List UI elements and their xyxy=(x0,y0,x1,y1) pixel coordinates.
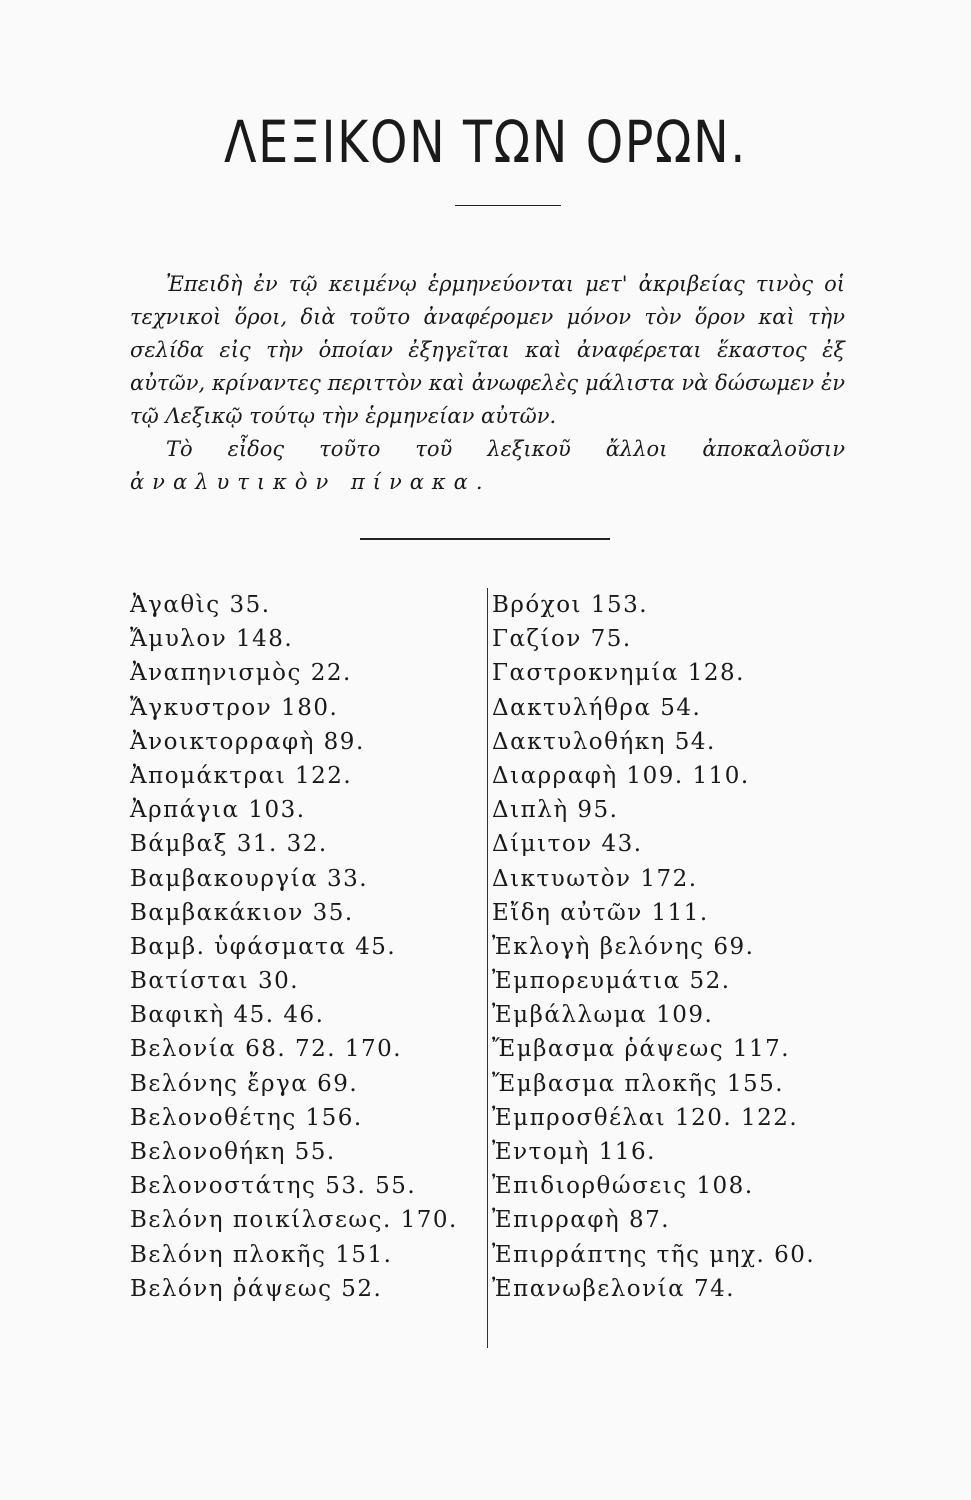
index-entry: Βελόνη πλοκῆς 151. xyxy=(130,1241,393,1268)
index-entry: Δικτυωτὸν 172. xyxy=(492,865,698,892)
intro-paragraph-1: Ἐπειδὴ ἐν τῷ κειμένῳ ἑρμηνεύονται μετ' ἀκριβείας τινὸς οἱ τεχνικοὶ ὅροι, διὰ τοῦτο ἀναφέρομεν μόνον τὸν ὅρον καὶ τὴν σελίδα εἰς τὴν ὁποίαν ἐξηγεῖται καὶ ἀναφέρεται ἕκαστος ἐξ αὐτῶν, κρίναντες περιττὸν καὶ ἀνωφελὲς μάλιστα νὰ δώσωμεν ἐν τῷ Λεξικῷ τούτῳ τὴν ἑρμηνείαν αὐτῶν. xyxy=(130,272,845,428)
index-entry: Ἐπιδιορθώσεις 108. xyxy=(492,1173,754,1200)
index-entry: Διαρραφὴ 109. 110. xyxy=(492,762,750,789)
index-entry: Ἐκλογὴ βελόνης 69. xyxy=(492,933,755,960)
index-entry: Ἄγκυστρον 180. xyxy=(130,694,339,721)
index-entry: Ἔμβασμα ῥάψεως 117. xyxy=(492,1036,791,1063)
index-entry: Ἐμπροσθέλαι 120. 122. xyxy=(492,1104,799,1131)
index-entry: Δακτυλοθήκη 54. xyxy=(492,728,716,755)
page-title: ΛΕΞΙΚΟΝ ΤΩΝ ΟΡΩΝ. xyxy=(223,108,748,176)
index-entry: Βαφικὴ 45. 46. xyxy=(130,1002,325,1029)
index-entry: Ἐντομὴ 116. xyxy=(492,1139,656,1165)
index-entry: Βαμβ. ὑφάσματα 45. xyxy=(130,933,397,960)
index-entry: Ἔμβασμα πλοκῆς 155. xyxy=(492,1070,785,1097)
intro-text xyxy=(130,268,845,499)
index-entry: Διπλὴ 95. xyxy=(492,797,619,824)
index-entry: Ἀγαθὶς 35. xyxy=(130,592,271,618)
index-entry: Βελόνη ποικίλσεως. 170. xyxy=(130,1207,458,1234)
title-divider xyxy=(455,205,561,206)
intro-paragraph-2-start: Τὸ εἶδος τοῦτο τοῦ λεξικοῦ ἄλλοι ἀποκαλοῦσιν xyxy=(166,437,845,461)
index-entry: Βαμβακάκιον 35. xyxy=(130,899,354,926)
index-entry: Βρόχοι 153. xyxy=(492,592,649,618)
index-entry: Βάμβαξ 31. 32. xyxy=(130,831,328,858)
index-entry: Γαζίον 75. xyxy=(492,626,632,653)
index-entry: Βελονοστάτης 53. 55. xyxy=(130,1173,417,1200)
index-entry: Βελονία 68. 72. 170. xyxy=(130,1036,403,1063)
intro-paragraph-2 xyxy=(130,433,845,499)
section-divider xyxy=(360,538,610,540)
index-entry: Γαστροκνημία 128. xyxy=(492,660,745,687)
index-entry: Ἐπιρραφὴ 87. xyxy=(492,1207,671,1234)
index-entry: Δακτυλήθρα 54. xyxy=(492,694,702,721)
index-entry: Εἴδη αὐτῶν 111. xyxy=(492,899,709,926)
index-entry: Ἐμβάλλωμα 109. xyxy=(492,1002,714,1029)
index-entry: Ἀρπάγια 103. xyxy=(130,797,306,824)
column-divider xyxy=(487,588,488,1348)
index-right-column xyxy=(492,588,852,1306)
term-index xyxy=(130,588,850,1348)
index-entry: Ἀπομάκτραι 122. xyxy=(130,762,353,789)
index-entry: Βελόνης ἔργα 69. xyxy=(130,1070,359,1097)
index-entry: Ἄμυλον 148. xyxy=(130,626,294,653)
index-entry: Βατίσται 30. xyxy=(130,968,300,995)
index-entry: Βελονοθέτης 156. xyxy=(130,1104,363,1131)
index-entry: Ἐμπορευμάτια 52. xyxy=(492,968,731,995)
intro-spaced-term: ἀναλυτικὸν πίνακα. xyxy=(130,470,491,494)
index-entry: Βελόνη ῥάψεως 52. xyxy=(130,1275,383,1302)
index-entry: Ἐπιρράπτης τῆς μηχ. 60. xyxy=(492,1241,816,1268)
index-entry: Ἀνοικτορραφὴ 89. xyxy=(130,728,365,755)
index-entry: Ἀναπηνισμὸς 22. xyxy=(130,660,352,687)
index-entry: Δίμιτον 43. xyxy=(492,831,643,858)
index-entry: Ἐπανωβελονία 74. xyxy=(492,1275,736,1302)
index-entry: Βαμβακουργία 33. xyxy=(130,865,369,892)
index-left-column xyxy=(130,588,485,1306)
index-entry: Βελονοθήκη 55. xyxy=(130,1139,336,1165)
